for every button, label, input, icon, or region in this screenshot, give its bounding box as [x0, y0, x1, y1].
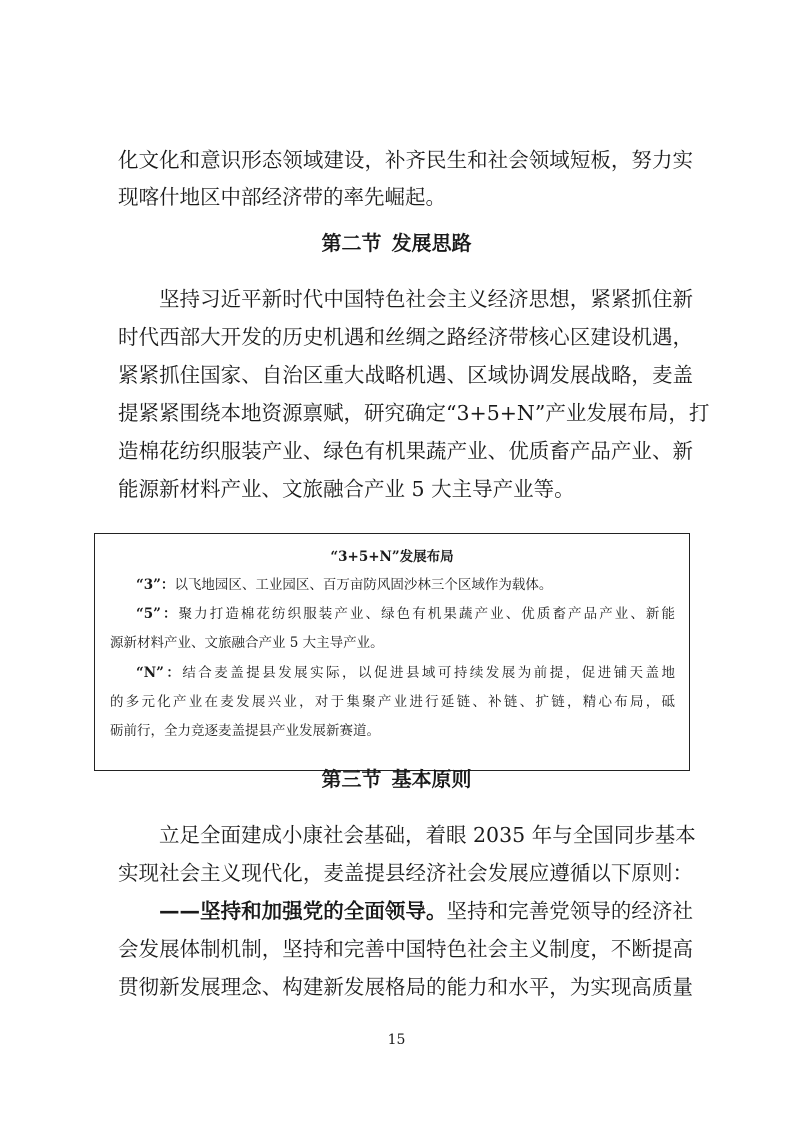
layout-box-item-n-line-1	[110, 664, 675, 682]
layout-box-item-5-line-2: 源新材料产业、文旅融合产业 5 大主导产业。	[110, 635, 384, 651]
section-2-para-line-3: 紧紧抓住国家、自治区重大战略机遇、区域协调发展战略，麦盖	[118, 363, 693, 387]
layout-info-box	[94, 533, 690, 771]
section-2-para-line-1: 坚持习近平新时代中国特色社会主义经济思想，紧紧抓住新	[159, 287, 693, 311]
section-3-heading	[0, 766, 793, 792]
principle-1-line-2: 会发展体制机制，坚持和完善中国特色社会主义制度，不断提高	[118, 937, 693, 961]
layout-box-item-n-line-3: 砺前行，全力竞逐麦盖提县产业发展新赛道。	[110, 723, 380, 739]
section-2-para-line-6: 能源新材料产业、文旅融合产业 5 大主导产业等。	[118, 477, 575, 501]
layout-box-item-5-line-1	[110, 605, 675, 623]
intro-line-1: 化文化和意识形态领域建设，补齐民生和社会领域短板，努力实	[118, 148, 693, 172]
layout-box-item-n-line-2: 的多元化产业在麦发展兴业，对于集聚产业进行延链、补链、扩链，精心布局，砥	[110, 694, 675, 710]
intro-line-2: 现喀什地区中部经济带的率先崛起。	[118, 185, 446, 209]
section-2-title: 发展思路	[391, 231, 472, 255]
section-3-para-line-2: 实现社会主义现代化，麦盖提县经济社会发展应遵循以下原则：	[118, 861, 693, 885]
section-2-heading	[0, 230, 793, 256]
section-2-number: 第二节	[321, 231, 382, 255]
section-3-number: 第三节	[321, 767, 382, 791]
section-2-para-line-4: 提紧紧围绕本地资源禀赋，研究确定“3+5+N”产业发展布局，打	[118, 401, 710, 425]
item-3-label: “3”：	[136, 577, 175, 593]
principle-1-lead: ——坚持和加强党的全面领导。	[159, 899, 447, 923]
item-5-label: “5”：	[136, 606, 179, 622]
section-3-para-line-1: 立足全面建成小康社会基础，着眼 2035 年与全国同步基本	[159, 823, 696, 847]
layout-box-title: “3+5+N”发展布局	[330, 549, 454, 565]
page-number: 15	[387, 1032, 406, 1048]
principle-1-line-3: 贯彻新发展理念、构建新发展格局的能力和水平，为实现高质量	[118, 975, 693, 999]
item-5-text-1: 聚力打造棉花纺织服装产业、绿色有机果蔬产业、优质畜产品产业、新能	[178, 606, 675, 622]
item-n-text-1: 结合麦盖提县发展实际，以促进县域可持续发展为前提，促进铺天盖地	[182, 665, 676, 681]
principle-1-line-1	[118, 898, 693, 924]
section-2-para-line-2: 时代西部大开发的历史机遇和丝绸之路经济带核心区建设机遇，	[118, 325, 693, 349]
item-n-label: “N”：	[136, 665, 183, 681]
section-2-para-line-5: 造棉花纺织服装产业、绿色有机果蔬产业、优质畜产品产业、新	[118, 439, 693, 463]
section-3-title: 基本原则	[391, 767, 472, 791]
layout-box-item-3	[110, 576, 675, 594]
item-3-text: 以飞地园区、工业园区、百万亩防风固沙林三个区域作为载体。	[174, 577, 553, 593]
principle-1-rest: 坚持和完善党领导的经济社	[446, 899, 694, 923]
